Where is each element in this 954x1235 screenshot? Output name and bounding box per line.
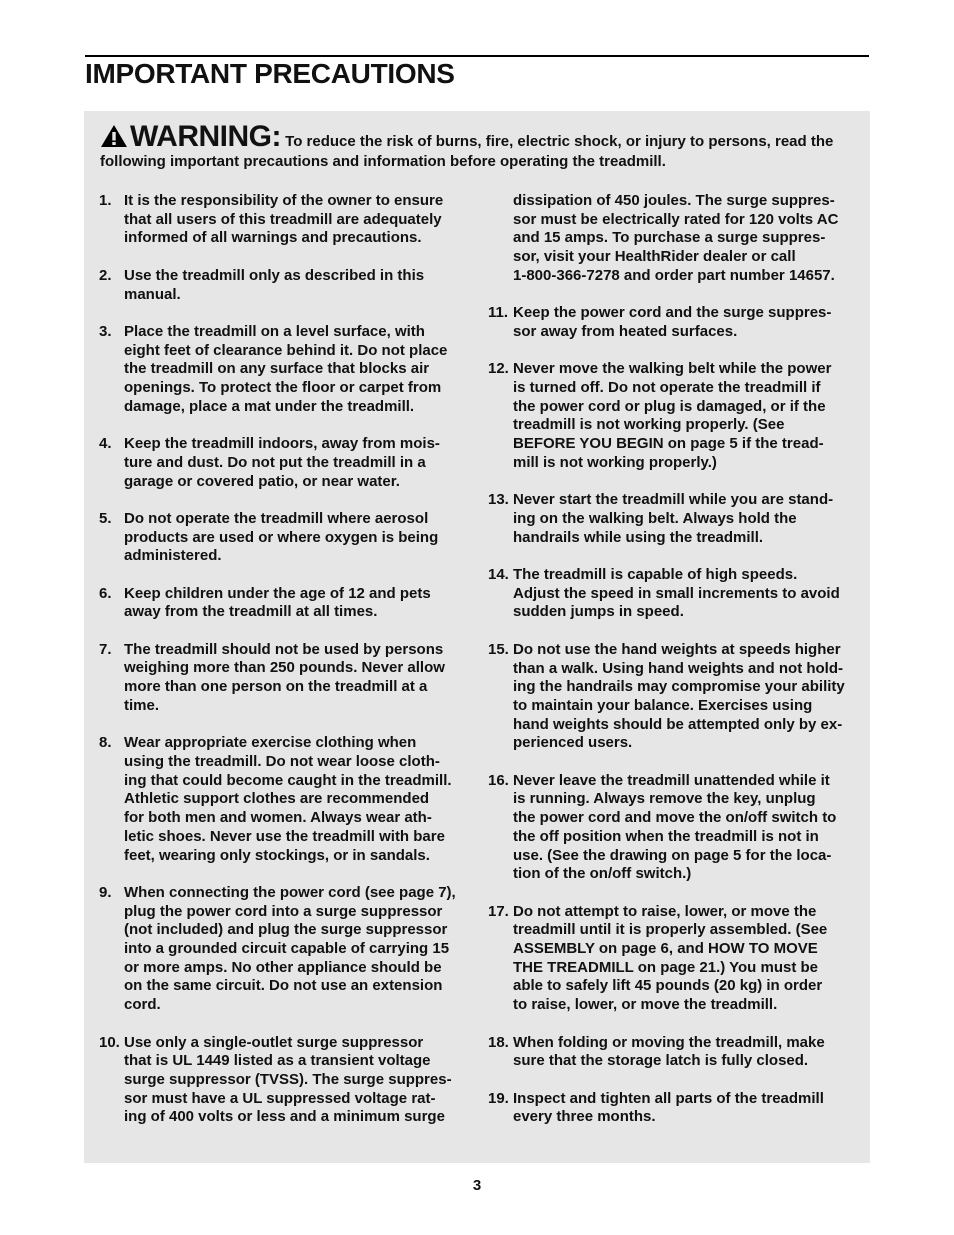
item-text-line: THE TREADMILL on page 21.) You must be	[513, 958, 819, 976]
item-number: 14.	[488, 566, 509, 583]
precaution-item	[488, 360, 856, 472]
item-number: 10.	[99, 1033, 120, 1051]
item-text-line: informed of all warnings and precautions.	[124, 229, 422, 247]
item-text-line: When connecting the power cord (see page 7),	[124, 883, 456, 901]
item-text-line: weighing more than 250 pounds. Never allow	[124, 659, 445, 677]
item-text-line: Keep the power cord and the surge suppres-	[513, 304, 832, 322]
item-number: 12.	[488, 360, 509, 378]
item-text-line: sor must be electrically rated for 120 volts AC	[513, 210, 839, 228]
item-10-continuation	[488, 192, 856, 286]
item-text-line: into a grounded circuit capable of carrying 15	[124, 940, 450, 957]
item-text-line: ture and dust. Do not put the treadmill in a	[124, 453, 426, 471]
item-text-line: Use only a single-outlet surge suppressor	[124, 1033, 424, 1051]
item-text-line: more than one person on the treadmill at a	[124, 678, 428, 696]
item-number: 6.	[99, 584, 112, 602]
item-text-line: surge suppressor (TVSS). The surge suppres-	[124, 1070, 452, 1088]
item-number: 9.	[99, 883, 112, 901]
item-text-line: garage or covered patio, or near water.	[124, 472, 400, 490]
warning-label: WARNING:	[130, 120, 281, 153]
item-text-line: to raise, lower, or move the treadmill.	[513, 996, 778, 1014]
item-text-line: BEFORE YOU BEGIN on page 5 if the tread-	[513, 435, 824, 453]
item-text-line: Never leave the treadmill unattended while it	[513, 771, 830, 789]
precautions-column-right	[488, 192, 856, 1146]
item-text-line: Inspect and tighten all parts of the treadmill	[513, 1089, 824, 1107]
item-text-line: Use the treadmill only as described in this	[124, 266, 425, 284]
item-text-line: eight feet of clearance behind it. Do not place	[124, 341, 448, 359]
item-text-line: able to safely lift 45 pounds (20 kg) in order	[513, 977, 823, 995]
item-text-line: (not included) and plug the surge suppressor	[124, 921, 448, 939]
item-text-line: on the same circuit. Do not use an extension	[124, 977, 443, 995]
item-text-line: the treadmill on any surface that blocks air	[124, 360, 430, 378]
item-text-line: away from the treadmill at all times.	[124, 603, 378, 621]
precaution-item	[99, 192, 469, 248]
precaution-item	[488, 1090, 856, 1127]
item-number: 5.	[99, 509, 112, 527]
item-text-line: Never move the walking belt while the power	[513, 360, 832, 378]
item-number: 2.	[99, 266, 112, 284]
item-number: 7.	[99, 640, 112, 658]
item-text-line: The treadmill is capable of high speeds.	[513, 566, 798, 583]
item-text-line: Keep the treadmill indoors, away from mois-	[124, 435, 440, 453]
warning-text: To reduce the risk of burns, fire, electric shock, or injury to persons, read the following important precautions and information before operating the treadmill.	[100, 133, 834, 170]
item-text-line: Adjust the speed in small increments to avoid	[513, 584, 840, 602]
item-text-line: plug the power cord into a surge suppressor	[124, 902, 443, 920]
item-text-line: sor, visit your HealthRider dealer or call	[513, 248, 796, 266]
item-text-line: than a walk. Using hand weights and not hold-	[513, 659, 844, 677]
page-number: 3	[472, 1177, 482, 1194]
item-text-line: letic shoes. Never use the treadmill with bare	[124, 827, 445, 845]
item-text-line: ing on the walking belt. Always hold the	[513, 509, 797, 527]
top-rule	[85, 55, 869, 57]
item-text-line: or more amps. No other appliance should be	[124, 958, 442, 976]
item-text-line: damage, place a mat under the treadmill.	[124, 397, 415, 415]
item-text-line: cord.	[124, 996, 161, 1014]
precaution-item	[99, 641, 469, 716]
item-number: 13.	[488, 491, 509, 509]
item-text-line: Athletic support clothes are recommended	[124, 790, 430, 808]
item-number: 15.	[488, 640, 509, 658]
item-text-line: treadmill is not working properly. (See	[513, 416, 785, 434]
item-text-line: for both men and women. Always wear ath-	[124, 809, 432, 827]
precaution-item	[99, 884, 469, 1015]
precaution-item	[488, 566, 856, 622]
item-text-line: The treadmill should not be used by persons	[124, 640, 444, 658]
item-text-line: the power cord or plug is damaged, or if the	[513, 397, 826, 415]
item-text-line: administered.	[124, 547, 222, 565]
item-text-line: Never start the treadmill while you are stand-	[513, 491, 834, 509]
item-text-line: perienced users.	[513, 734, 633, 752]
precaution-item	[488, 491, 856, 547]
precaution-item	[488, 903, 856, 1015]
item-text-line: hand weights should be attempted only by ex-	[513, 715, 843, 733]
item-number: 1.	[99, 192, 112, 209]
item-text-line: using the treadmill. Do not wear loose cloth-	[124, 752, 440, 770]
item-text-line: ing that could become caught in the treadmill.	[124, 771, 452, 789]
item-text-line: sure that the storage latch is fully closed.	[513, 1052, 809, 1070]
item-text-line: sor must have a UL suppressed voltage rat-	[124, 1089, 436, 1107]
item-text-line: the power cord and move the on/off switch to	[513, 809, 837, 827]
item-number: 4.	[99, 435, 112, 453]
precaution-item	[488, 304, 856, 341]
precautions-list-left	[99, 192, 469, 1146]
item-text-line: mill is not working properly.)	[513, 453, 717, 471]
item-text-line: and 15 amps. To purchase a surge suppres-	[513, 229, 826, 247]
item-text-line: Keep children under the age of 12 and pets	[124, 584, 431, 602]
precaution-item	[99, 323, 469, 417]
item-text-line: is turned off. Do not operate the treadmill if	[513, 379, 821, 396]
item-text-line: treadmill until it is properly assembled. (See	[513, 921, 828, 939]
item-text-line: ing the handrails may compromise your ability	[513, 678, 845, 696]
precaution-item	[99, 267, 469, 304]
item-text-line: products are used or where oxygen is being	[124, 528, 439, 546]
item-text-line: sudden jumps in speed.	[513, 603, 684, 621]
warning-triangle-icon	[100, 124, 128, 148]
item-text-line: sor away from heated surfaces.	[513, 322, 738, 340]
item-text-line: openings. To protect the floor or carpet from	[124, 379, 442, 396]
precautions-list-right	[488, 304, 856, 1127]
item-text-line: is running. Always remove the key, unplug	[513, 790, 816, 808]
warning-block	[100, 120, 860, 172]
page-title: IMPORTANT PRECAUTIONS	[85, 58, 455, 89]
item-number: 19.	[488, 1089, 509, 1107]
item-number: 17.	[488, 902, 509, 920]
item-number: 8.	[99, 734, 112, 752]
item-text-line: time.	[124, 696, 160, 714]
precaution-item	[99, 734, 469, 865]
item-number: 16.	[488, 771, 509, 789]
item-text-line: handrails while using the treadmill.	[513, 528, 764, 546]
item-text-line: Wear appropriate exercise clothing when	[124, 734, 417, 752]
precaution-item	[488, 1034, 856, 1071]
item-number: 3.	[99, 322, 112, 340]
item-text-line: that is UL 1449 listed as a transient voltage	[124, 1052, 431, 1070]
item-text-line: It is the responsibility of the owner to ensure	[124, 192, 444, 209]
item-text-line: feet, wearing only stockings, or in sandals.	[124, 846, 430, 864]
item-text-line: dissipation of 450 joules. The surge suppres-	[513, 192, 835, 209]
item-text-line: to maintain your balance. Exercises using	[513, 696, 813, 714]
item-text-line: that all users of this treadmill are adequately	[124, 210, 442, 228]
precaution-item	[99, 510, 469, 566]
precaution-item	[99, 435, 469, 491]
item-number: 11.	[488, 304, 509, 322]
item-number: 18.	[488, 1033, 509, 1051]
item-text-line: When folding or moving the treadmill, make	[513, 1033, 825, 1051]
item-text-line: the off position when the treadmill is not in	[513, 827, 819, 845]
item-text-line: Do not use the hand weights at speeds higher	[513, 640, 841, 658]
item-text-line: 1-800-366-7278 and order part number 14657.	[513, 266, 835, 284]
item-text-line: ing of 400 volts or less and a minimum surge	[124, 1108, 445, 1126]
item-text-line: manual.	[124, 285, 181, 303]
item-text-line: Do not operate the treadmill where aerosol	[124, 509, 429, 527]
item-text-line: tion of the on/off switch.)	[513, 865, 692, 883]
item-text-line: Do not attempt to raise, lower, or move the	[513, 902, 817, 920]
item-text-line: every three months.	[513, 1108, 656, 1126]
precaution-item	[488, 772, 856, 884]
item-text-line: Place the treadmill on a level surface, with	[124, 322, 425, 340]
precaution-item	[488, 641, 856, 753]
precaution-item	[99, 585, 469, 622]
precaution-item	[99, 1034, 469, 1128]
item-text-line: ASSEMBLY on page 6, and HOW TO MOVE	[513, 940, 818, 958]
item-text-line: use. (See the drawing on page 5 for the loca-	[513, 846, 832, 864]
